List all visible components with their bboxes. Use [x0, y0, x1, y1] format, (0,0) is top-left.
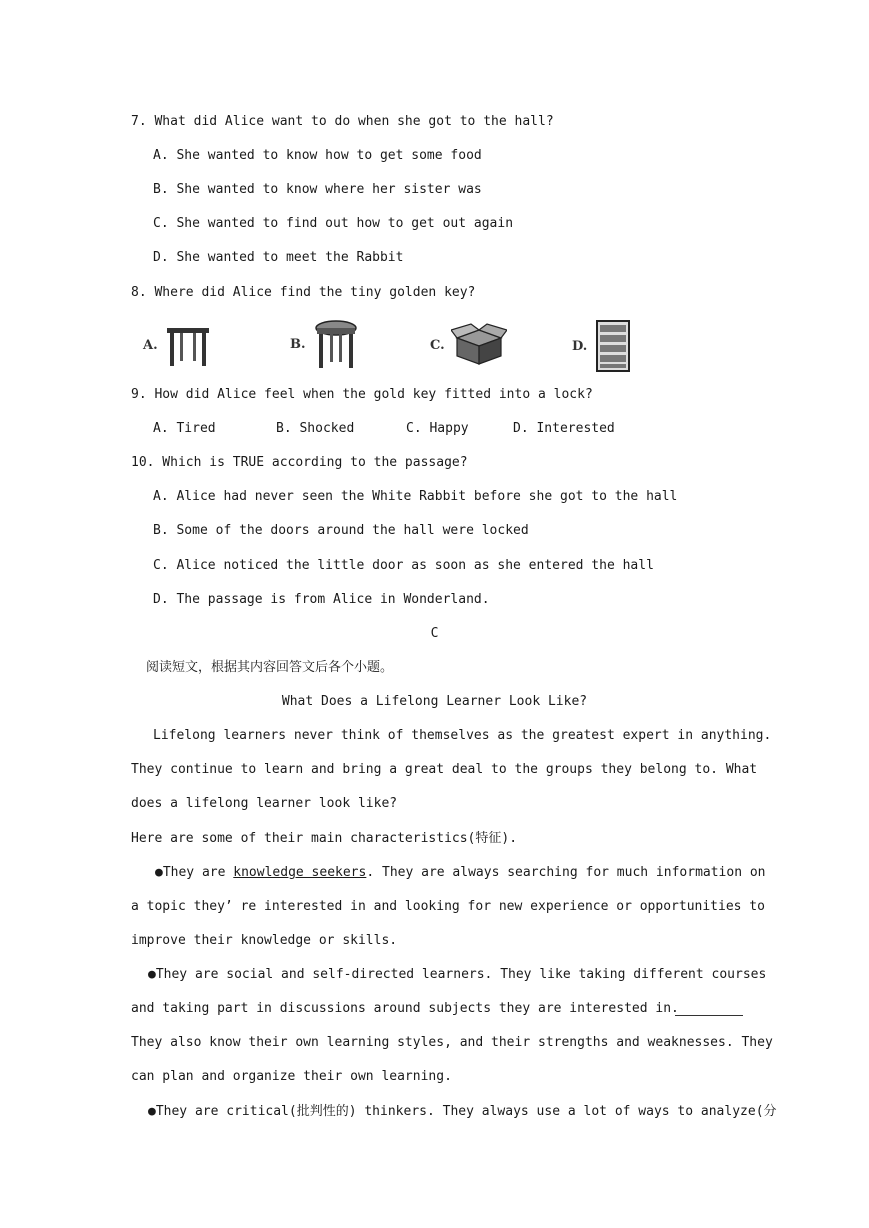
paragraph-1-line-3: does a lifelong learner look like?: [131, 796, 398, 811]
passage-title: What Does a Lifelong Learner Look Like?: [281, 694, 588, 709]
question-9-option-c: C. Happy: [406, 421, 469, 436]
question-9-option-d: D. Interested: [513, 421, 615, 436]
question-9-option-a: A. Tired: [153, 421, 216, 436]
picture-c-label: C.: [430, 337, 445, 353]
question-8-picture-a: [143, 322, 212, 368]
bullet-1-line-1: [155, 864, 766, 882]
question-10-option-a: A. Alice had never seen the White Rabbit before she got to the hall: [153, 489, 678, 504]
section-instruction: 阅读短文，根据其内容回答文后各个小题。: [146, 660, 394, 675]
section-letter: C: [430, 626, 439, 641]
bullet-3-line-1: ●They are critical(批判性的) thinkers. They always use a lot of ways to analyze(分: [148, 1104, 777, 1119]
drawers-icon: [593, 320, 633, 372]
knowledge-seekers-underlined: knowledge seekers: [233, 865, 367, 880]
picture-a-label: A.: [143, 337, 158, 353]
question-8-stem: 8. Where did Alice find the tiny golden key?: [131, 285, 476, 300]
question-9-stem: 9. How did Alice feel when the gold key fitted into a lock?: [131, 387, 593, 402]
paragraph-1-line-2: They continue to learn and bring a great deal to the groups they belong to. What: [131, 762, 758, 777]
question-10-option-c: C. Alice noticed the little door as soon as she entered the hall: [153, 558, 654, 573]
question-9-option-b: B. Shocked: [276, 421, 355, 436]
bullet-1-line-3: improve their knowledge or skills.: [131, 933, 398, 948]
bullet-1-prefix: ●They are: [155, 865, 234, 880]
question-10-option-d: D. The passage is from Alice in Wonderland.: [153, 592, 490, 607]
round-table-icon: [312, 318, 360, 370]
picture-b-label: B.: [290, 336, 306, 352]
question-7-stem: 7. What did Alice want to do when she got to the hall?: [131, 114, 554, 129]
table-icon: [164, 322, 212, 368]
question-8-picture-d: [572, 320, 633, 372]
question-8-picture-b: [290, 318, 360, 370]
bullet-2-line-1: ●They are social and self-directed learners. They like taking different courses: [148, 967, 767, 982]
bullet-2-line-4: can plan and organize their own learning.: [131, 1069, 452, 1084]
box-icon: [451, 322, 507, 368]
question-10-option-b: B. Some of the doors around the hall were locked: [153, 523, 529, 538]
question-10-stem: 10. Which is TRUE according to the passage?: [131, 455, 468, 470]
question-7-option-c: C. She wanted to find out how to get out again: [153, 216, 514, 231]
paragraph-1-line-1: Lifelong learners never think of themselves as the greatest expert in anything.: [153, 728, 772, 743]
picture-d-label: D.: [572, 338, 588, 354]
question-7-option-a: A. She wanted to know how to get some food: [153, 148, 482, 163]
question-7-option-d: D. She wanted to meet the Rabbit: [153, 250, 404, 265]
question-7-option-b: B. She wanted to know where her sister was: [153, 182, 482, 197]
bullet-2-line-2-wrapper: [131, 1000, 737, 1018]
bullet-2-line-2: and taking part in discussions around subjects they are interested in.: [131, 1001, 679, 1016]
bullet-1-suffix: . They are always searching for much information on: [366, 865, 766, 880]
bullet-1-line-2: a topic they’ re interested in and looking for new experience or opportunities to: [131, 899, 765, 914]
bullet-2-line-3: They also know their own learning styles, and their strengths and weaknesses. They: [131, 1035, 773, 1050]
answer-blank: [675, 1003, 743, 1016]
question-8-picture-c: [430, 322, 507, 368]
paragraph-2: Here are some of their main characteristics(特征).: [131, 831, 518, 846]
